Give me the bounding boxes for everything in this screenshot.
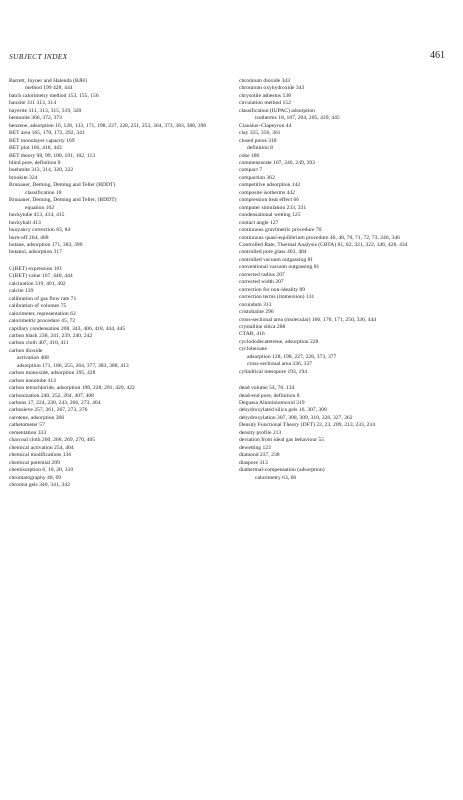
index-entry: butane, adsorption 171, 383, 390 [9,241,83,248]
index-entry: bayerite 311, 313, 315, 319, 320 [9,107,82,114]
index-entry: conventional vacuum outgassing 81 [239,264,320,271]
index-entry: carbon monoxide, adsorption 395, 428 [9,370,96,377]
index-entry: continuous quasi-equilibrium procedure 46, 48, 70, 71, 72, 73, 246, 346 [239,234,400,241]
index-letter-gap [9,257,214,266]
index-entry: carbon tetrachloride, adsorption 198, 228, 291, 420, 422 [9,385,135,392]
index-entry: diathermal-compensation (adsorption) [239,467,325,474]
index-entry: Brunauer, Deming, Deming and Teller, (BDDT) [9,197,117,204]
index-column-right [239,78,449,482]
index-entry: composite isotherms 442 [239,189,295,196]
index-entry: brookite 324 [9,174,38,181]
index-entry: carbon cloth 407, 410, 411 [9,340,69,347]
index-entry: definition 8 [247,145,273,152]
index-entry: correction for non-ideality 89 [239,286,306,293]
index-entry: chrysotile asbestos 138 [239,92,291,99]
index-entry: controlled vacuum outgassing 81 [239,256,314,263]
index-entry: Brunauer, Deming, Deming and Teller (BDDT) [9,182,116,189]
index-entry: closed pores 318 [239,137,277,144]
index-entry: compaction 362 [239,174,275,181]
index-entry: chromium dioxide 343 [239,78,290,84]
index-entry: capillary condensation 208, 343, 406, 418, 444, 445 [9,325,126,332]
index-entry: contact angle 127 [239,219,279,226]
index-entry: chromium oxyhydroxide 343 [239,85,305,92]
index-entry: calibration of gas flow rate 71 [9,295,77,302]
index-entry: density profile 213 [239,429,282,436]
index-entry: C(BET) value 167, 440, 444 [9,273,73,280]
index-entry: Controlled Rate, Thermal Analysis (CRTA) 81, 82, 321, 322, 346, 428, 434 [239,241,408,248]
index-entry: carotene, adsorption 366 [9,414,65,421]
index-entry: charcoal cloth 260, 268, 269, 270, 405 [9,437,96,444]
index-entry: computer simulation 233, 331 [239,204,307,211]
index-entry: crystalline silica 288 [239,323,286,330]
index-entry: benzene, adsorption 16, 128, 133, 171, 198, 227, 228, 251, 253, 364, 373, 383, 388, 390 [9,122,207,129]
index-entry: calorimeter, representation 63 [9,310,76,317]
index-entry: blind pore, definition 8 [9,159,61,166]
index-entry: carbonization 240, 252, 264, 407, 408 [9,392,94,399]
index-entry: BET monolayer capacity 169 [9,137,75,144]
index-entry: compact 7 [239,167,263,174]
index-entry: adsorption 128, 198, 227, 228, 373, 377 [247,353,337,360]
index-entry: condensational wetting 125 [239,212,301,219]
index-entry: CTAB, 416 [239,331,265,338]
index-entry: activation 408 [17,355,49,362]
index-entry: calorimetric procedure 45, 72 [9,318,76,325]
index-entry: carbon nanotube 413 [9,377,56,384]
index-letter-gap [239,376,449,385]
index-entry: cristobalite 296 [239,309,274,316]
index-entry: continuous gravimetric procedure 70 [239,227,322,234]
index-entry: circulation method 152 [239,100,291,107]
index-entry: cross-sectional area (molecular) 166, 170, 171, 250, 336, 444 [239,316,377,323]
index-entry: method 199 428, 444 [25,85,73,92]
index-entry: calibration of volumes 75 [9,303,67,310]
index-entry: cyclododecatetrene, adsorption 228 [239,338,319,345]
index-entry: chemical modifications 136 [9,452,72,459]
index-entry: buckyball 413 [9,219,41,226]
index-entry: C(BET) expression 101 [9,265,63,272]
index-entry: cylindrical mesopore 193, 194 [239,368,308,375]
index-entry: cyclohexane [239,346,267,353]
index-entry: calorimetry 63, 66 [255,474,297,481]
index-entry: calcination 319, 401, 402 [9,280,66,287]
index-entry: deviation from ideal gas behaviour 55 [239,437,324,444]
index-entry: carbosieve 257, 261, 267, 273, 276 [9,407,88,414]
index-entry: dewetting 123 [239,444,271,451]
index-entry: batch calorimetry method 153, 155, 156 [9,92,99,99]
index-entry: diaspore 313 [239,459,268,466]
index-entry: carbon black 238, 241, 239, 240, 242 [9,332,93,339]
index-entry: cross-sectional area 336, 337 [247,361,312,368]
index-entry: compression heat effect 66 [239,197,300,204]
index-entry: diamond 237, 238 [239,452,280,459]
page-header [9,52,445,66]
index-entry: Density Functional Theory (DFT) 22, 23, 209, 213, 233, 234 [239,422,376,429]
index-entry: chromatography 48, 69 [9,474,62,481]
index-entry: dehydroxylated silica gels 16, 307, 308 [239,407,327,414]
page-number: 461 [430,50,445,61]
index-entry: chromia gels 340, 341, 342 [9,482,70,489]
index-entry: bentonite 366, 372, 373 [9,115,62,122]
index-entry: boehmite 313, 314, 320, 322 [9,167,74,174]
index-entry: carbon dioxide [9,347,43,354]
index-entry: classification (IUPAC) adsorption [239,107,315,114]
index-entry: calcite 139 [9,288,34,295]
index-entry: controlled pore glass 403, 404 [239,249,307,256]
index-entry: buckytube 413, 414, 415 [9,212,65,219]
index-entry: Clausius–Clapeyron 44 [239,122,292,129]
index-entry: dead volume 54, 76, 134 [239,385,295,392]
index-entry: clay 355, 356, 361 [239,130,281,137]
index-entry: corrected radius 207 [239,271,285,278]
index-entry: dead-end pore, definition 8 [239,392,300,399]
index-entry: bauxite 311 313, 314 [9,100,57,107]
index-entry: chemisorption 6, 10, 20, 310 [9,467,74,474]
index-entry: isotherms 18, 107, 204, 205, 439, 445 [255,115,340,122]
index-entry: BET area 165, 170, 172, 292, 341 [9,130,85,137]
index-entry: coke 186 [239,152,260,159]
index-entry: cementation 333 [9,429,47,436]
index-entry: corrected width 207 [239,279,284,286]
index-entry: commensurate 107, 246, 249, 393 [239,159,315,166]
index-entry: corundum 313 [239,301,272,308]
index-entry: Degussa Aluminiumoxid 319 [239,400,305,407]
index-entry: dehydroxylation 307, 308, 309, 310, 326, 327, 362 [239,414,353,421]
index-entry: classification 18 [25,189,62,196]
index-entry: chemical potential 209 [9,459,60,466]
index-column-left [9,78,214,489]
index-entry: competitive adsorption 142 [239,182,301,189]
index-entry: Barrett, Joyner and Halenda (BJH) [9,78,87,84]
running-title: SUBJECT INDEX [9,52,68,61]
index-entry: BET theory 98, 99, 100, 101, 102, 113 [9,152,96,159]
index-entry: butanol, adsorption 317 [9,249,62,256]
index-entry: cathetometer 57 [9,422,45,429]
index-entry: chemical activation 254, 404 [9,444,74,451]
index-entry: burn-off 264, 408 [9,234,49,241]
index-entry: correction terms (immersion) 131 [239,294,315,301]
index-entry: carbons 17, 224, 230, 243, 266, 273, 404 [9,400,101,407]
index-entry: BET plot 166, 418, 443 [9,145,62,152]
index-entry: equation 102 [25,204,55,211]
index-entry: adsorption 171, 186, 255, 264, 377, 383, 388, 413 [17,362,129,369]
index-entry: buoyancy correction 83, 84 [9,227,71,234]
